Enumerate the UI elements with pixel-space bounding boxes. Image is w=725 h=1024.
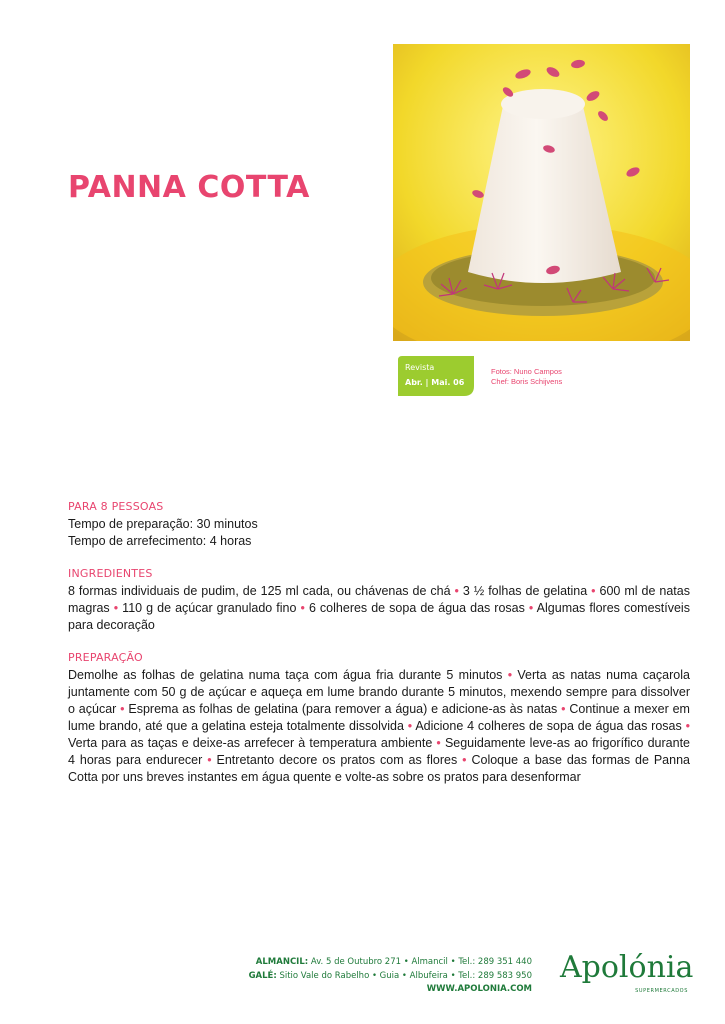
address-almancil <box>249 956 532 970</box>
photo-credits <box>491 367 562 387</box>
serves-section <box>68 500 690 550</box>
tag-line1: Revista <box>405 363 435 372</box>
bullet-icon: • <box>454 584 459 598</box>
serves-heading: PARA 8 PESSOAS <box>68 500 164 513</box>
bullet-icon: • <box>507 668 513 682</box>
bullet-icon: • <box>120 702 125 716</box>
bullet-icon: • <box>528 601 534 615</box>
step-item: Seguidamente leve-as ao frigorífico durante 4 horas para endurecer <box>68 736 691 767</box>
recipe-content <box>68 500 690 803</box>
credit-photos: Fotos: Nuno Campos <box>491 367 562 376</box>
step-item: Continue a mexer em lume brando, até que a gelatina esteja totalmente dissolvida <box>68 702 690 733</box>
ingredient-item: 110 g de açúcar granulado fino <box>122 601 297 615</box>
address-text: Av. 5 de Outubro 271 • Almancil • Tel.: 289 351 440 <box>310 957 532 967</box>
bullet-icon: • <box>300 601 305 615</box>
bullet-icon: • <box>685 719 690 733</box>
step-item: Verta para as taças e deixe-as arrefecer à temperatura ambiente <box>68 736 433 750</box>
logo-name: Apolónia <box>560 950 694 985</box>
step-item: Verta as natas numa caçarola juntamente com 50 g de açúcar e aqueça em lume brando durante 5 minutos, mexendo sempre para dissolver o açúcar <box>68 668 690 716</box>
ingredient-item: 6 colheres de sopa de água das rosas <box>308 601 525 615</box>
tag-shape <box>398 356 474 396</box>
bullet-icon: • <box>113 601 119 615</box>
ingredient-item: 8 formas individuais de pudim, de 125 ml cada, ou chávenas de chá <box>68 584 451 598</box>
ingredient-item: 600 ml de natas magras <box>68 584 690 615</box>
website-link[interactable]: WWW.APOLONIA.COM <box>426 984 532 994</box>
credit-chef: Chef: Boris Schijvens <box>491 377 563 386</box>
prep-time: Tempo de preparação: 30 minutos <box>68 517 258 531</box>
ingredients-heading: INGREDIENTES <box>68 567 153 580</box>
bullet-icon: • <box>561 702 566 716</box>
preparation-section <box>68 651 690 786</box>
step-item: Demolhe as folhas de gelatina numa taça com água fria durante 5 minutos <box>68 668 503 682</box>
cool-time: Tempo de arrefecimento: 4 horas <box>68 534 252 548</box>
address-label: ALMANCIL: <box>255 957 309 967</box>
bullet-icon: • <box>207 753 212 767</box>
bullet-icon: • <box>591 584 596 598</box>
page-title: PANNA COTTA <box>68 170 310 205</box>
ingredient-item: 3 ½ folhas de gelatina <box>462 584 588 598</box>
address-label: GALÉ: <box>248 970 277 981</box>
preparation-heading: PREPARAÇÃO <box>68 651 143 664</box>
bullet-icon: • <box>407 719 413 733</box>
store-addresses <box>249 956 532 997</box>
address-gale <box>249 970 532 984</box>
panna-cotta-photo <box>393 44 690 341</box>
step-item: Adicione 4 colheres de sopa de água das rosas <box>415 719 682 733</box>
logo-subtitle: SUPERMERCADOS <box>635 988 688 994</box>
tag-line2: Abr. | Mai. 06 <box>405 378 465 387</box>
bullet-icon: • <box>462 753 467 767</box>
address-text: Sitio Vale do Rabelho • Guia • Albufeira • Tel.: 289 583 950 <box>279 970 532 981</box>
apolonia-logo <box>560 950 694 1000</box>
preparation-steps <box>68 667 690 786</box>
ingredient-item: Algumas flores comestíveis para decoração <box>68 601 690 632</box>
ingredients-section <box>68 567 690 634</box>
bullet-icon: • <box>436 736 441 750</box>
magazine-tag <box>398 356 474 396</box>
step-item: Coloque a base das formas de Panna Cotta por uns breves instantes em água quente e volte-as sobre os pratos para desenformar <box>68 753 690 784</box>
step-item: Entretanto decore os pratos com as flores <box>216 753 458 767</box>
ingredients-list <box>68 583 690 634</box>
step-item: Esprema as folhas de gelatina (para remover a água) e adicione-as às natas <box>128 702 558 716</box>
